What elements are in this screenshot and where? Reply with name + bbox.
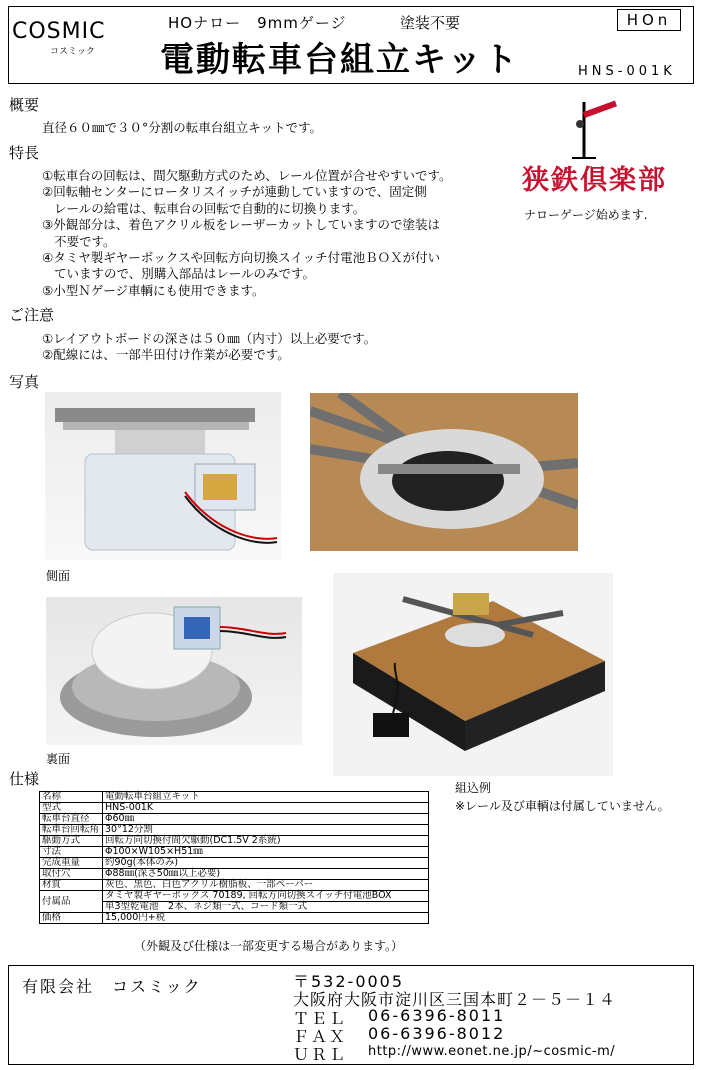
photos-heading: 写真 — [9, 373, 40, 391]
table-row — [40, 836, 429, 847]
not-included-note: ※レール及び車輌は付属していません。 — [455, 799, 670, 813]
page-title: 電動転車台組立キット — [160, 40, 520, 80]
table-row — [40, 858, 429, 869]
layout-board-illustration — [333, 573, 613, 776]
signal-icon — [566, 98, 626, 162]
spec-value: 15,000円+税 — [103, 913, 429, 924]
turntable-back-illustration — [46, 597, 302, 745]
spec-label: 型式 — [40, 803, 103, 814]
table-row — [40, 847, 429, 858]
company-name: 有限会社 コスミック — [22, 977, 202, 996]
note-line: ①レイアウトボードの深さは５０㎜（内寸）以上必要です。 — [42, 331, 377, 346]
spec-label: 付属品 — [40, 891, 103, 913]
table-row — [40, 880, 429, 891]
spec-heading: 仕様 — [9, 770, 40, 788]
notes-list — [42, 331, 376, 364]
layout-example-caption: 組込例 — [455, 781, 492, 795]
spec-value: 電動転車台組立キット — [103, 792, 429, 803]
spec-label: 材質 — [40, 880, 103, 891]
back-view-photo — [46, 597, 302, 745]
top-view-photo — [310, 393, 578, 551]
table-row — [40, 891, 429, 902]
note-line: ②配線には、一部半田付け作業が必要です。 — [42, 347, 290, 363]
notes-heading: ご注意 — [9, 306, 55, 324]
table-row — [40, 913, 429, 924]
back-view-caption: 裏面 — [46, 752, 71, 766]
gauge-subtitle: HOナロー 9mmゲージ — [168, 14, 347, 32]
website-url[interactable]: http://www.eonet.ne.jp/~cosmic-m/ — [368, 1044, 616, 1059]
spec-label: 取付穴 — [40, 869, 103, 880]
side-view-photo — [45, 392, 281, 560]
feature-line: ②回転軸センターにロータリスイッチが連動していますので、固定側 — [42, 184, 427, 200]
feature-line: ていますので、別購入部品はレールのみです。 — [54, 266, 316, 282]
spec-value: 単3型乾電池 2本、ネジ類一式、コード類一式 — [103, 902, 429, 913]
club-slogan: ナローゲージ始めます. — [524, 208, 648, 222]
spec-label: 駆動方式 — [40, 836, 103, 847]
spec-label: 転車台直径 — [40, 814, 103, 825]
feature-line: ①転車台の回転は、間欠駆動方式のため、レール位置が合せやすいです。 — [42, 168, 452, 183]
tel-label: ＴＥＬ — [293, 1009, 348, 1028]
features-list — [42, 168, 482, 299]
spec-change-note: （外観及び仕様は一部変更する場合があります。） — [134, 939, 404, 953]
tel-number: 06-6396-8011 — [368, 1006, 506, 1025]
spec-label: 完成重量 — [40, 858, 103, 869]
table-row — [40, 803, 429, 814]
product-code: HNS-001K — [578, 64, 676, 79]
scale-badge: HOn — [617, 9, 681, 31]
spec-table — [39, 791, 429, 924]
paint-free-note: 塗装不要 — [400, 14, 461, 32]
spec-value: 約90g(本体のみ) — [103, 858, 429, 869]
spec-value: HNS-001K — [103, 803, 429, 814]
feature-line: 不要です。 — [54, 233, 116, 249]
spec-label: 転車台回転角 — [40, 825, 103, 836]
table-row — [40, 792, 429, 803]
club-name: 狭鉄倶楽部 — [522, 165, 667, 196]
feature-line: レールの給電は、転車台の回転で自動的に切換ります。 — [54, 200, 366, 216]
overview-text: 直径６０㎜で３０°分割の転車台組立キットです。 — [42, 120, 323, 135]
table-row — [40, 869, 429, 880]
logo-text: COSMIC — [12, 19, 106, 44]
feature-line: ⑤小型Ｎゲージ車輌にも使用できます。 — [42, 282, 265, 298]
postal-code: 〒532-0005 — [293, 972, 405, 991]
spec-value: 灰色、黒色、白色アクリル樹脂板、一部ペーパー — [103, 880, 429, 891]
table-row — [40, 814, 429, 825]
spec-value: Φ60㎜ — [103, 814, 429, 825]
fax-label: ＦＡＸ — [293, 1027, 348, 1046]
spec-label: 名称 — [40, 792, 103, 803]
turntable-side-illustration — [45, 392, 281, 560]
turntable-top-illustration — [310, 393, 578, 551]
overview-heading: 概要 — [9, 96, 40, 114]
spec-value: Φ100×W105×H51㎜ — [103, 847, 429, 858]
side-view-caption: 側面 — [46, 569, 71, 583]
spec-value: タミヤ製ギヤーボックス 70189, 回転方向切換スイッチ付電池BOX — [103, 891, 429, 902]
feature-line: ④タミヤ製ギヤーボックスや回転方向切換スイッチ付電池ＢＯＸが付い — [42, 250, 441, 266]
spec-value: 回転方向切換付間欠駆動(DC1.5V 2系統) — [103, 836, 429, 847]
feature-line: ③外観部分は、着色アクリル板をレーザーカットしていますので塗装は — [42, 217, 440, 233]
table-row — [40, 825, 429, 836]
fax-number: 06-6396-8012 — [368, 1024, 506, 1043]
logo-subtext: コスミック — [50, 47, 95, 57]
spec-label: 価格 — [40, 913, 103, 924]
cosmic-logo — [12, 20, 112, 64]
layout-example-photo — [333, 573, 613, 776]
features-heading: 特長 — [9, 144, 40, 162]
address: 大阪府大阪市淀川区三国本町２－５－１４ — [293, 990, 617, 1009]
spec-label: 寸法 — [40, 847, 103, 858]
spec-value: Φ88㎜(深さ50㎜以上必要) — [103, 869, 429, 880]
url-label: ＵＲＬ — [293, 1045, 348, 1064]
spec-value: 30°12分割 — [103, 825, 429, 836]
